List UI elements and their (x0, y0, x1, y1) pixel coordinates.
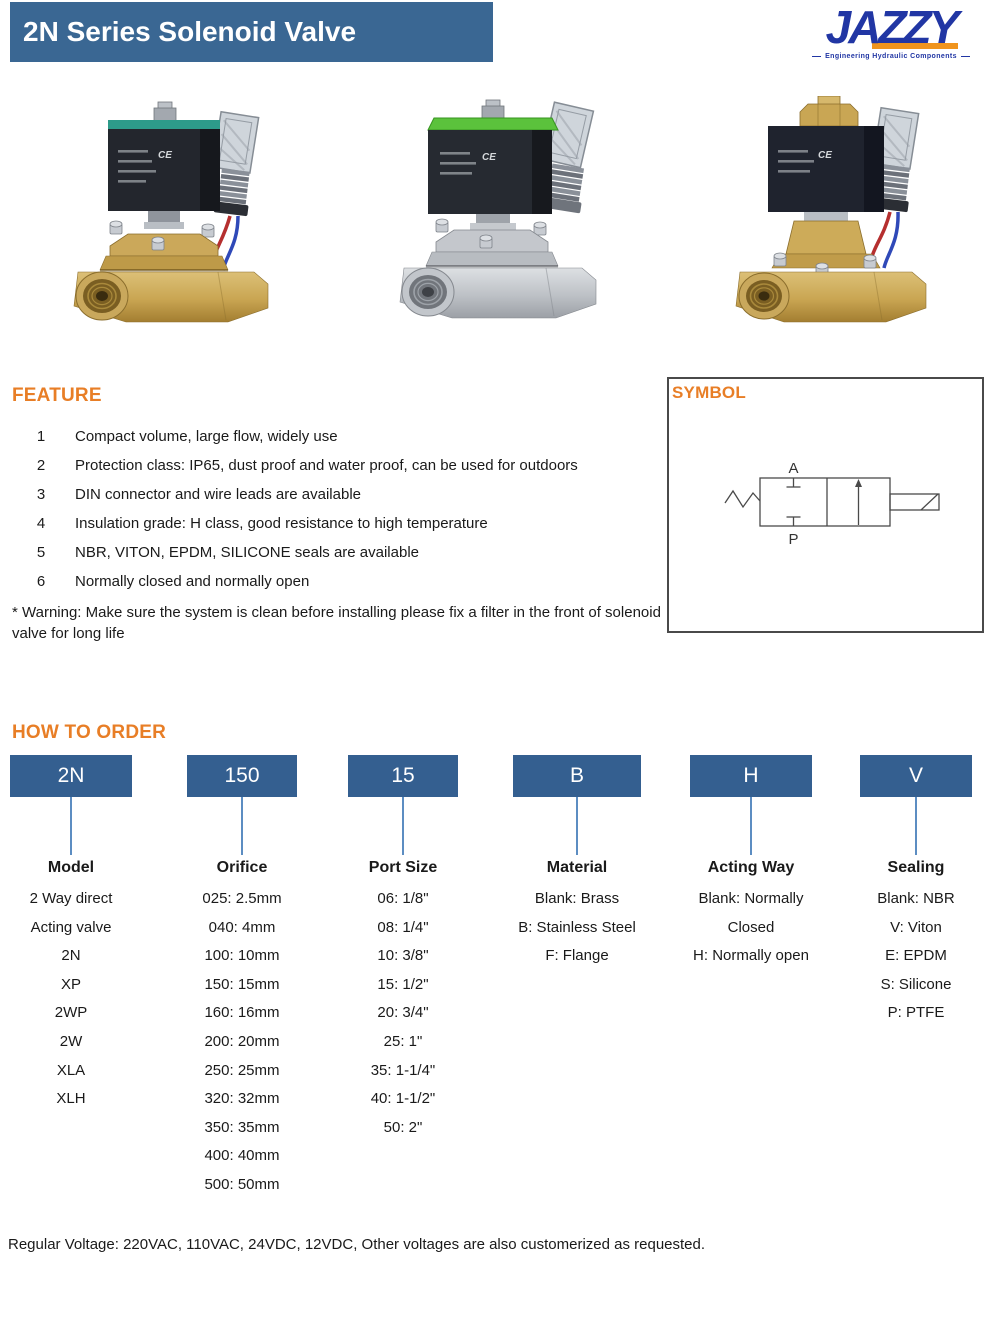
coil-top-strip (108, 120, 220, 129)
coil-plug (154, 108, 176, 121)
option-item: 025: 2.5mm (202, 890, 282, 907)
coil-side-shade (864, 126, 884, 212)
feature-section (12, 385, 674, 644)
valve-neck (476, 214, 510, 224)
feature-item-text: DIN connector and wire leads are available (75, 486, 361, 503)
valve-flange (426, 252, 558, 266)
feature-item-number: 6 (36, 573, 46, 590)
warning-note: * Warning: Make sure the system is clean before installing please fix a filter in the front of solenoid valve for long life (12, 604, 661, 642)
bolt-icon (202, 224, 214, 237)
option-list (693, 885, 809, 971)
bolt-icon (436, 219, 448, 232)
option-item: Blank: Brass (534, 890, 620, 907)
bolt-icon (534, 222, 546, 235)
title-banner (10, 2, 493, 62)
option-item: 35: 1-1/4" (370, 1061, 436, 1079)
brand-logo (812, 1, 970, 60)
feature-item (12, 422, 674, 451)
valve-neck-ring (470, 223, 516, 230)
connector-line (70, 797, 72, 855)
option-item: 150: 15mm (204, 975, 280, 993)
bolt-icon (110, 221, 122, 234)
coil-plug (482, 106, 504, 119)
feature-item-number: 3 (36, 486, 46, 503)
option-item: Blank: NBR (877, 890, 955, 907)
product-photo-brass-valve-nc (66, 98, 278, 345)
tagline-rule-right (961, 56, 970, 57)
symbol-heading: SYMBOL (672, 383, 746, 402)
order-column-acting-way (669, 755, 833, 971)
coil-label-line (118, 150, 148, 153)
option-item: 40: 1-1/2" (370, 1090, 436, 1108)
code-box-material: B (513, 755, 641, 797)
option-item: 250: 25mm (204, 1061, 280, 1079)
option-item: 08: 1/4" (377, 918, 429, 936)
coil-label-line (440, 152, 470, 155)
option-item: 2 Way direct (29, 890, 113, 907)
feature-item-number: 4 (36, 515, 46, 532)
option-item: 350: 35mm (204, 1118, 280, 1136)
option-item: S: Silicone (880, 975, 952, 993)
feature-item-number: 2 (36, 457, 46, 474)
port-label-a: A (788, 460, 799, 477)
coil-top-strip-green (428, 118, 558, 130)
arrow-head (855, 479, 862, 487)
feature-heading: FEATURE (12, 385, 102, 406)
option-item: 100: 10mm (204, 947, 280, 965)
connector-line (402, 797, 404, 855)
option-list (877, 885, 955, 1028)
option-item: V: Viton (890, 918, 942, 936)
option-item: Closed (727, 918, 775, 936)
column-label: Material (546, 859, 608, 876)
port-label-p: P (788, 531, 799, 548)
valve-neck-ring (144, 222, 184, 229)
option-item: Acting valve (30, 918, 112, 936)
connector-line (576, 797, 578, 855)
coil-label-line (778, 160, 814, 163)
coil-label-line (118, 180, 146, 183)
blue-wire-icon (223, 216, 238, 270)
option-list (202, 885, 281, 1200)
option-item: 040: 4mm (208, 918, 276, 936)
option-item: 500: 50mm (204, 1175, 280, 1193)
port-hole (759, 291, 770, 300)
option-item: 15: 1/2" (377, 975, 429, 993)
coil-label-line (778, 170, 810, 173)
column-label: Port Size (368, 859, 438, 876)
ce-mark: CE (818, 150, 832, 161)
option-list (518, 885, 636, 971)
column-label: Model (47, 859, 95, 876)
valve-flange (100, 256, 228, 270)
valve-neck (148, 211, 180, 223)
connector-line (241, 797, 243, 855)
port-hole (96, 291, 108, 301)
feature-item (12, 480, 674, 509)
flange-seam (100, 269, 228, 271)
order-column-model (0, 755, 153, 1114)
coil-label-line (778, 150, 808, 153)
ce-mark: CE (158, 150, 172, 161)
option-item: F: Flange (545, 947, 609, 965)
valve-schematic-icon (669, 379, 982, 631)
coil-label-line (118, 160, 152, 163)
order-column-sealing (834, 755, 988, 1028)
option-item: 2W (59, 1032, 83, 1050)
brand-tagline (812, 53, 970, 60)
symbol-box (667, 377, 984, 633)
feature-list (12, 422, 674, 596)
page-title: 2N Series Solenoid Valve (23, 16, 357, 47)
feature-item (12, 451, 674, 480)
connector-line (750, 797, 752, 855)
bolt-icon (480, 235, 492, 248)
option-item: 50: 2" (383, 1118, 423, 1136)
connector-line (915, 797, 917, 855)
option-item: 2WP (54, 1004, 88, 1022)
feature-item-text: Compact volume, large flow, widely use (75, 428, 338, 445)
brand-logo-text: JAZZY (825, 1, 957, 53)
option-item: 2N (61, 947, 81, 965)
how-to-order-heading: HOW TO ORDER (12, 722, 167, 743)
option-list (30, 885, 113, 1114)
code-box-model: 2N (10, 755, 132, 797)
option-item: 400: 40mm (204, 1147, 280, 1165)
feature-item-text: Protection class: IP65, dust proof and water proof, can be used for outdoors (75, 457, 578, 474)
order-column-port-size (321, 755, 485, 1142)
coil-label-line (440, 172, 472, 175)
column-label: Sealing (887, 859, 945, 876)
bolt-icon (864, 255, 876, 268)
column-label: Acting Way (707, 859, 795, 876)
feature-item-number: 5 (36, 544, 46, 561)
valve-upper-body (786, 221, 866, 254)
feature-item-text: Insulation grade: H class, good resistance to high temperature (75, 515, 488, 532)
brand-tagline-text: Engineering Hydraulic Components (825, 53, 957, 60)
option-item: Blank: Normally (698, 890, 804, 907)
feature-item (12, 567, 674, 596)
flange-seam (426, 265, 558, 267)
tagline-rule-left (812, 56, 821, 57)
code-box-orifice: 150 (187, 755, 297, 797)
option-item: 200: 20mm (204, 1032, 280, 1050)
hex-fitting (800, 104, 858, 126)
column-label: Orifice (216, 859, 268, 876)
option-item: B: Stainless Steel (518, 918, 636, 936)
option-item: XP (60, 975, 81, 993)
bolt-icon (774, 253, 786, 266)
code-box-port-size: 15 (348, 755, 458, 797)
product-photo-stainless-valve (394, 98, 606, 345)
option-list (371, 885, 436, 1142)
feature-item-text: Normally closed and normally open (75, 573, 310, 590)
valve-neck-ring (804, 212, 848, 221)
feature-item (12, 509, 674, 538)
port-hole (422, 287, 434, 297)
red-wire-icon (871, 212, 890, 260)
feature-item-number: 1 (36, 428, 46, 445)
coil-label-line (118, 170, 156, 173)
option-item: 320: 32mm (204, 1090, 280, 1108)
ce-mark: CE (482, 152, 496, 163)
option-item: H: Normally open (693, 947, 809, 965)
order-column-material (495, 755, 659, 971)
feature-item-text: NBR, VITON, EPDM, SILICONE seals are available (75, 544, 420, 561)
option-item: XLH (56, 1090, 86, 1108)
code-box-sealing: V (860, 755, 972, 797)
code-box-acting-way: H (690, 755, 812, 797)
voltage-note: Regular Voltage: 220VAC, 110VAC, 24VDC, 12VDC, Other voltages are also customerized as requested. (8, 1236, 706, 1253)
coil-side-shade (532, 130, 552, 214)
bolt-icon (152, 237, 164, 250)
option-item: 25: 1" (383, 1032, 423, 1050)
option-item: XLA (56, 1061, 86, 1079)
coil-side-shade (200, 129, 220, 211)
option-item: 06: 1/8" (377, 890, 429, 907)
option-item: 160: 16mm (204, 1004, 280, 1022)
option-item: 10: 3/8" (377, 947, 429, 965)
product-photo-brass-valve-no (724, 96, 936, 345)
feature-item (12, 538, 674, 567)
order-column-orifice (160, 755, 324, 1200)
coil-label-line (440, 162, 476, 165)
option-item: P: PTFE (887, 1004, 945, 1022)
option-item: E: EPDM (885, 947, 947, 965)
option-item: 20: 3/4" (377, 1004, 429, 1022)
